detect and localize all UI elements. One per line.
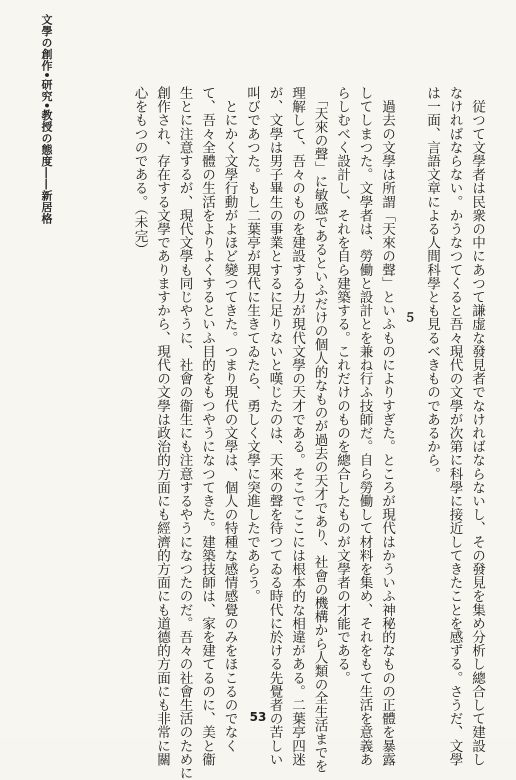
text-line: が、文學は男子畢生の事業とするに足りないと嘆じたのは、天來の聲を待つてゐる時代に於ける先覺者の苦しい — [266, 86, 283, 766]
text-line: 生とに注意するが、現代文學も同じやうに、社會の衞生にも注意するやうになつたのだ。吾々の社會生活のために — [176, 86, 193, 780]
paragraph-1 — [421, 86, 489, 766]
text-line: 創作され、存在する文學でありますから、現代の文學は政治的方面にも經濟的方面にも道德的方面にも非常に關 — [154, 86, 170, 766]
paragraph-4 — [128, 86, 241, 780]
section-number: ５ — [402, 311, 417, 323]
text-line: は一面、言語文章による人間科學とも見るべきものであるから。 — [424, 86, 440, 481]
running-head: 文學の創作•研究•教授の態度――新居格 — [40, 14, 53, 225]
page-number: 53 — [249, 710, 267, 724]
text-line: 「天來の聲」に敏感であるといふだけの個人的なものが過去の天才であり、社會の機構から人類の全生活までを — [311, 86, 328, 773]
text-line: 過去の文學は所謂「天來の聲」といふものによりすぎた。ところが現代はかういふ神秘的なものの正體を暴露 — [379, 86, 395, 766]
text-line: らしむべく設計し、それを自ら建築する。これだけのものを總合したものが文學者の才能である。 — [334, 86, 350, 685]
section-heading — [398, 86, 421, 686]
text-line: て、吾々全體の生活をよりよくするといふ目的をもつやうになつてきた。建築技師は、家を建てるのに、美と衞 — [199, 86, 215, 766]
text-line: 理解して、吾々のものを建設する力が現代文學の天才である。そこでここには根本的な相違がある。二葉亭四迷 — [289, 86, 305, 766]
text-line: 心をもつのである。（未完） — [131, 86, 148, 256]
paragraph-2 — [331, 86, 399, 766]
text-line: してしまつた。文學者は、勞働と設計とを兼ね行ふ技師だ。自ら勞働して材料を集め、それをもて生活を意義あ — [356, 86, 373, 766]
text-line: 従つて文學者は民衆の中にあつて謙虚な發見者でなければならないし、その發見を集め分析し總合して建設し — [469, 86, 485, 766]
text-line: とにかく文學行動がよほど變つてきた。つまり現代の文學は、個人の特種な感情感覺のみをほこるのでなく — [221, 86, 238, 753]
text-line: なければならない。かうなつてくると吾々現代の文學が次第に科學に接近してきたことを感ずる。さうだ、文學 — [446, 86, 463, 766]
text-line: 叫びであつた。もし二葉亭が現代に生きてゐたら、勇しく文學に突進したであらう。 — [244, 86, 260, 603]
